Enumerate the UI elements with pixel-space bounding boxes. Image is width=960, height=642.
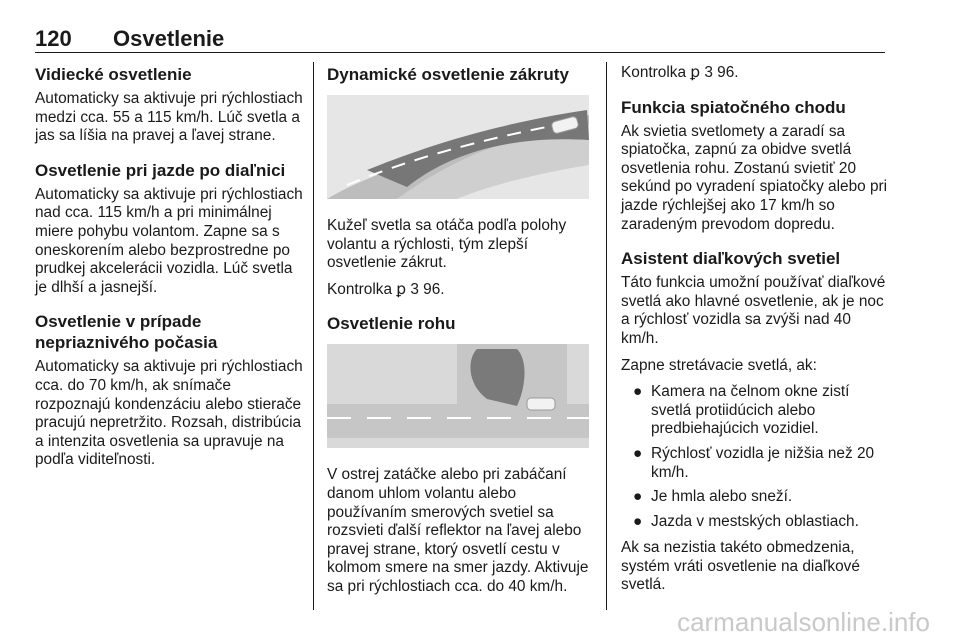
indicator-reference: Kontrolka ꝑ 3 96. <box>621 64 739 81</box>
bullet-icon: ● <box>633 488 643 506</box>
column-divider <box>313 62 314 610</box>
curve-lighting-illustration <box>327 95 589 199</box>
bullet-icon: ● <box>633 444 643 462</box>
section-title-rural-lighting: Vidiecké osvetlenie <box>35 65 192 84</box>
section-text-rural-lighting: Automaticky sa aktivuje pri rýchlostiach medzi cca. 55 a 115 km/h. Lúč svetla a jas sa líšia na pravej a ľavej strane. <box>35 90 303 145</box>
section-title-bad-weather-lighting: Osvetlenie v prípade nepriaznivého počasia <box>35 312 218 353</box>
column-divider <box>606 62 607 610</box>
conditions-lead: Zapne stretávacie svetlá, ak: <box>621 356 817 374</box>
section-text-dynamic-curve-lighting: Kužeľ svetla sa otáča podľa polohy volantu a rýchlosti, tým zlepší osvetlenie zákrut. <box>327 217 567 272</box>
page-header <box>35 22 885 53</box>
column-3 <box>621 64 891 603</box>
section-title-reverse-function: Funkcia spiatočného chodu <box>621 97 846 117</box>
list-item: ● Je hmla alebo sneží. <box>633 488 793 506</box>
conditions-list <box>621 383 891 531</box>
watermark: carmanualsonline.info <box>677 607 930 637</box>
bullet-icon: ● <box>633 512 643 530</box>
chapter-title: Osvetlenie <box>113 26 225 51</box>
bullet-icon: ● <box>633 383 643 401</box>
column-1 <box>35 64 303 478</box>
page-number: 120 <box>35 26 72 51</box>
list-item: ● Jazda v mestských oblastiach. <box>633 512 859 530</box>
section-title-high-beam-assist: Asistent diaľkových svetiel <box>621 249 841 269</box>
column-2 <box>327 64 595 605</box>
list-item: ● Rýchlosť vozidla je nižšia než 20 km/h. <box>633 444 875 481</box>
closing-text: Ak sa nezistia takéto obmedzenia, systém vráti osvetlenie na diaľkové svetlá. <box>621 539 860 594</box>
section-text-high-beam-assist: Táto funkcia umožní používať diaľkové svetlá ako hlavné osvetlenie, ak je noc a rýchlosť vozidla sa zvýši nad 40 km/h. <box>621 274 886 347</box>
section-text-bad-weather-lighting: Automaticky sa aktivuje pri rýchlostiach cca. do 70 km/h, ak snímače rozpoznajú kondenzáciu alebo stierače pracujú nepretržito. Rozsah, distribúcia a intenzita osvetlenia sa upravuje na podľa viditeľnosti. <box>35 358 303 469</box>
section-text-motorway-lighting: Automaticky sa aktivuje pri rýchlostiach nad cca. 115 km/h a pri minimálnej miere pohybu volantom. Zapne sa s oneskorením alebo bezprostredne po prudkej akcelerácii vozidla. Lúč svetla je dlhší a jasnejší. <box>35 185 303 296</box>
corner-lighting-illustration <box>327 344 589 448</box>
indicator-reference: Kontrolka ꝑ 3 96. <box>327 280 445 298</box>
section-text-reverse-function: Ak svietia svetlomety a zaradí sa spiatočka, zapnú za obidve svetlá osvetlenia rohu. Zostanú svietiť 20 sekúnd po vyradení spiatočky alebo pri jazde rýchlejšej ako 17 km/h so zaradeným prevodom dopredu. <box>621 122 888 233</box>
section-title-motorway-lighting: Osvetlenie pri jazde po diaľnici <box>35 160 286 180</box>
section-text-corner-lighting: V ostrej zatáčke alebo pri zabáčaní danom uhlom volantu alebo používaním smerových svetiel sa rozsvieti ďalší reflektor na ľavej alebo pravej strane, ktorý osvetlí cestu v kolmom smere na smer jazdy. Aktivuje sa pri rýchlostiach cca. do 40 km/h. <box>327 466 589 595</box>
section-title-dynamic-curve-lighting: Dynamické osvetlenie zákruty <box>327 65 569 84</box>
section-title-corner-lighting: Osvetlenie rohu <box>327 314 456 334</box>
list-item: ● Kamera na čelnom okne zistí svetlá protiidúcich alebo predbiehajúcich vozidiel. <box>633 383 850 438</box>
